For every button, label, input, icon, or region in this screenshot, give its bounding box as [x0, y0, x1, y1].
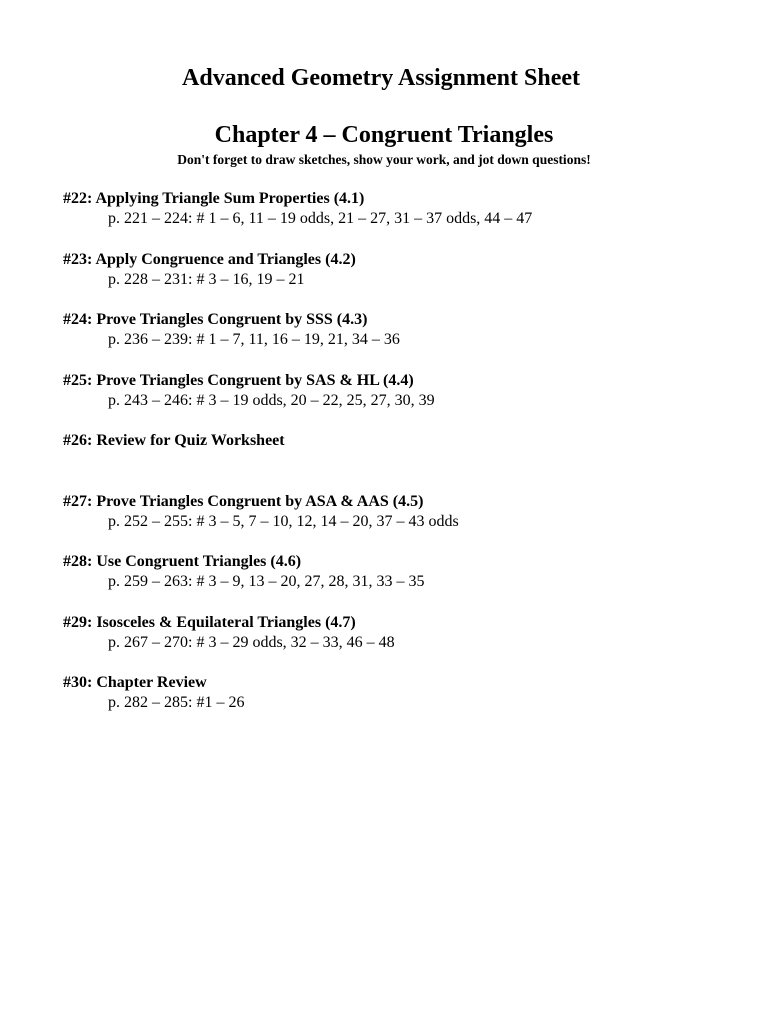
- assignment-item: [63, 431, 723, 492]
- assignment-heading: #24: Prove Triangles Congruent by SSS (4.3): [63, 311, 368, 328]
- assignment-pages: [63, 451, 723, 471]
- assignment-pages: p. 243 – 246: # 3 – 19 odds, 20 – 22, 25, 27, 30, 39: [108, 391, 435, 409]
- assignment-item: [63, 492, 723, 553]
- assignment-pages: p. 259 – 263: # 3 – 9, 13 – 20, 27, 28, 31, 33 – 35: [108, 573, 425, 590]
- assignment-pages: p. 252 – 255: # 3 – 5, 7 – 10, 12, 14 – 20, 37 – 43 odds: [108, 512, 459, 530]
- assignment-pages: p. 267 – 270: # 3 – 29 odds, 32 – 33, 46 – 48: [108, 633, 395, 651]
- assignment-pages: p. 282 – 285: #1 – 26: [108, 694, 245, 711]
- document-title: Advanced Geometry Assignment Sheet: [182, 65, 580, 91]
- instructions-subtitle: Don't forget to draw sketches, show your work, and jot down questions!: [177, 152, 591, 167]
- assignment-item: [63, 310, 723, 371]
- assignment-item: [63, 613, 723, 674]
- assignment-item: [63, 250, 723, 311]
- assignment-pages: p. 221 – 224: # 1 – 6, 11 – 19 odds, 21 – 27, 31 – 37 odds, 44 – 47: [108, 210, 533, 227]
- assignment-item: [63, 673, 723, 734]
- assignment-heading: #23: Apply Congruence and Triangles (4.2): [63, 250, 356, 268]
- assignment-item: [63, 371, 723, 432]
- assignment-heading: #30: Chapter Review: [63, 674, 207, 691]
- assignment-list: [63, 189, 723, 734]
- assignment-heading: #22: Applying Triangle Sum Properties (4.1): [63, 190, 365, 207]
- assignment-item: [63, 189, 723, 250]
- chapter-heading: Chapter 4 – Congruent Triangles: [214, 122, 554, 148]
- assignment-pages: p. 228 – 231: # 3 – 16, 19 – 21: [108, 270, 305, 288]
- assignment-heading: #28: Use Congruent Triangles (4.6): [63, 553, 302, 570]
- assignment-heading: #26: Review for Quiz Worksheet: [63, 432, 285, 449]
- assignment-item: [63, 552, 723, 613]
- assignment-heading: #29: Isosceles & Equilateral Triangles (4.7): [63, 613, 356, 631]
- assignment-heading: #25: Prove Triangles Congruent by SAS & HL (4.4): [63, 371, 414, 389]
- assignment-pages: p. 236 – 239: # 1 – 7, 11, 16 – 19, 21, 34 – 36: [108, 331, 400, 348]
- assignment-heading: #27: Prove Triangles Congruent by ASA & AAS (4.5): [63, 492, 424, 510]
